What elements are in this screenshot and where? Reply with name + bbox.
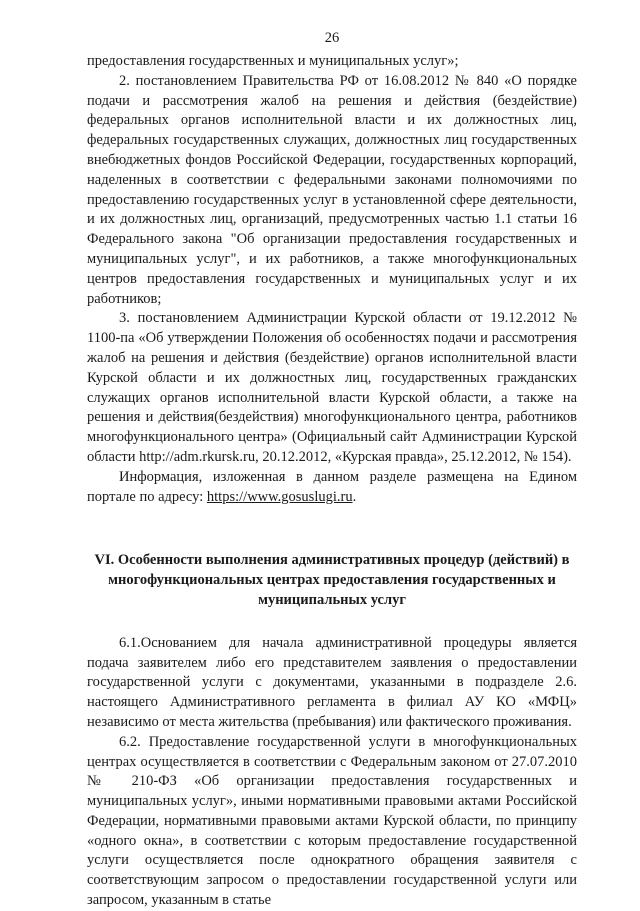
portal-info-text: Информация, изложенная в данном разделе размещена на Едином портале по адресу: xyxy=(87,468,577,505)
paragraph-6-1: 6.1.Основанием для начала административной процедуры является подача заявителем либо его представителем заявления о предоставлении государственной услуги с документами, указанными в подразделе 2.6. настоящего Административного регламента в филиал АУ КО «МФЦ» независимо от места жительства (пребывания) или фактического проживания. xyxy=(87,634,577,730)
portal-info-suffix: . xyxy=(352,488,357,505)
spacer xyxy=(87,611,577,634)
paragraph-6-2: 6.2. Предоставление государственной услуги в многофункциональных центрах осуществляется в соответствии с Федеральным законом от 27.07.2010 № 210-ФЗ «Об организации предоставления государственных и муниципальных услуг», иными нормативными правовыми актами Российской Федерации, нормативными правовыми актами Курской области, по принципу «одного окна», в соответствии с которым предоставление государственной услуги осуществляется после однократного обращения заявителя с соответствующим запросом о предоставлении государственной услуги или запросом, указанным в статье xyxy=(87,733,577,909)
paragraph-item-3: 3. постановлением Администрации Курской области от 19.12.2012 № 1100-па «Об утверждении Положения об особенностях подачи и рассмотрения жалоб на решения и действия (бездействие) органов исполнительной власти Курской области и их должностных лиц, государственных гражданских служащих органов исполнительной власти Курской области, а также на решения и действия(бездействия) многофункционального центра, работников многофункционального центра» (Официальный сайт Администрации Курской области http://adm.rkursk.ru, 20.12.2012, «Курская правда», 25.12.2012, № 154). xyxy=(87,310,577,465)
document-page xyxy=(87,28,577,911)
spacer xyxy=(87,507,577,551)
section-heading: VI. Особенности выполнения административных процедур (действий) в многофункциональных центрах предоставления государственных и муниципальных услуг xyxy=(94,552,570,608)
page-number: 26 xyxy=(324,30,340,46)
paragraph-continuation: предоставления государственных и муниципальных услуг»; xyxy=(87,53,459,69)
portal-info-paragraph xyxy=(87,468,577,508)
paragraph-item-2: 2. постановлением Правительства РФ от 16.08.2012 № 840 «О порядке подачи и рассмотрения жалоб на решения и действия (бездействие) федеральных органов исполнительной власти и их должностных лиц, федеральных государственных служащих, должностных лиц государственных внебюджетных фондов Российской Федерации, государственных корпораций, наделенных в соответствии с федеральными законами полномочиями по предоставлению государственных услуг в установленной сфере деятельности, и их должностных лиц, организаций, предусмотренных частью 1.1 статьи 16 Федерального закона "Об организации предоставления государственных и муниципальных услуг", и их работников, а также многофункциональных центров предоставления государственных и муниципальных услуг и их работников; xyxy=(87,72,577,307)
gosuslugi-link[interactable]: https://www.gosuslugi.ru xyxy=(206,488,353,505)
